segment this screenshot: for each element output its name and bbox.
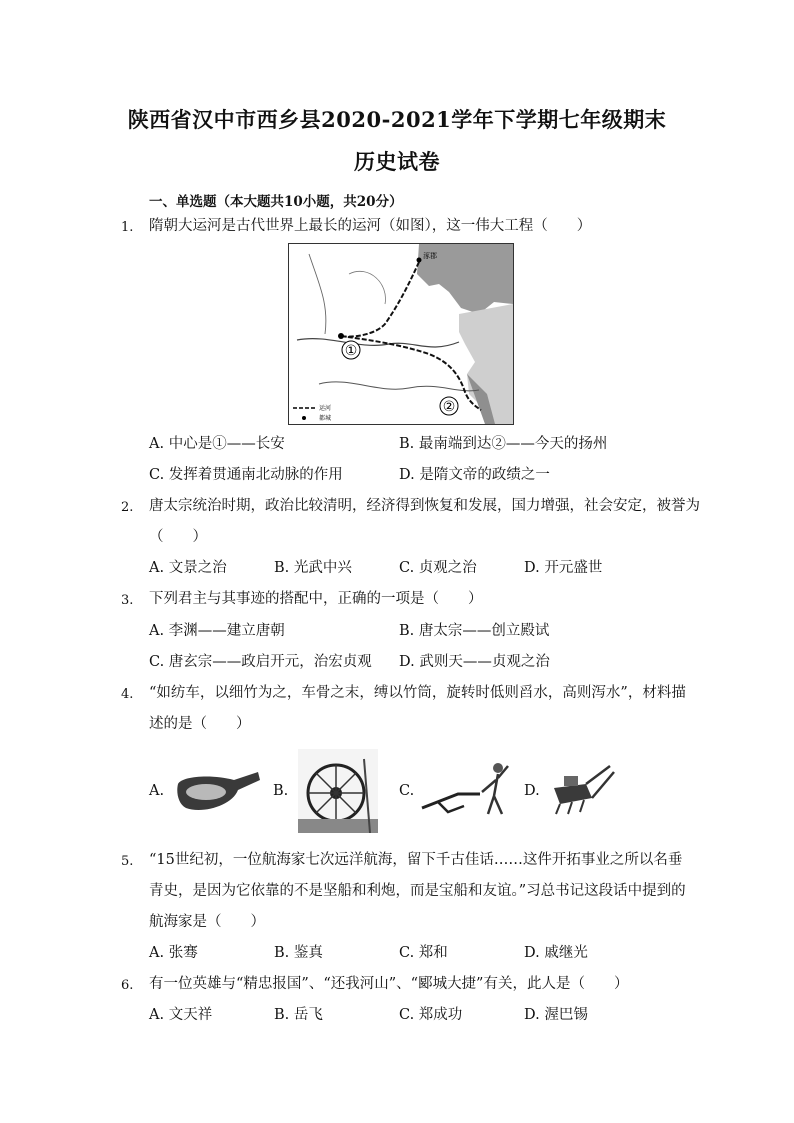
question-6-number: 6. bbox=[121, 978, 134, 993]
grand-canal-map-drawing bbox=[289, 244, 513, 424]
legend-capital-dot bbox=[302, 416, 306, 420]
question-6-text: 有一位英雄与“精忠报国”、“还我河山”、“郾城大捷”有关，此人是（ ） bbox=[149, 976, 629, 992]
question-3-option-d[interactable]: D. 武则天——贞观之治 bbox=[399, 654, 550, 670]
exam-title-line-2: 历史试卷 bbox=[354, 149, 440, 174]
question-2-text-line-2: （ ） bbox=[149, 529, 207, 545]
question-2-option-a[interactable]: A. 文景之治 bbox=[149, 560, 227, 576]
plough-icon bbox=[418, 758, 518, 818]
question-6-option-b[interactable]: B. 岳飞 bbox=[274, 1007, 323, 1023]
question-4-option-d-label[interactable]: D. bbox=[524, 783, 540, 799]
question-3-text: 下列君主与其事迹的搭配中，正确的一项是（ ） bbox=[149, 591, 483, 607]
scoop-image[interactable] bbox=[172, 762, 264, 818]
question-5-option-b[interactable]: B. 鉴真 bbox=[274, 945, 323, 961]
question-5-option-d[interactable]: D. 戚继光 bbox=[524, 945, 588, 961]
question-5-text-line-2: 青史，是因为它依靠的不是坚船和利炮，而是宝船和友谊。”习总书记这段话中提到的 bbox=[149, 883, 686, 899]
place-label-zhuojun: 涿郡 bbox=[423, 252, 437, 260]
question-6-option-c[interactable]: C. 郑成功 bbox=[399, 1007, 463, 1023]
question-3-option-a[interactable]: A. 李渊——建立唐朝 bbox=[149, 623, 285, 639]
question-3-option-c[interactable]: C. 唐玄宗——政启开元，治宏贞观 bbox=[149, 654, 372, 670]
capital-dot-zhuojun bbox=[417, 258, 422, 263]
question-2-option-c[interactable]: C. 贞观之治 bbox=[399, 560, 477, 576]
question-5-option-a[interactable]: A. 张骞 bbox=[149, 945, 198, 961]
question-1-text: 隋朝大运河是古代世界上最长的运河（如图），这一伟大工程（ ） bbox=[149, 218, 592, 234]
legend-capital-label: 都城 bbox=[319, 415, 332, 422]
question-4-text-line-2: 述的是（ ） bbox=[149, 716, 251, 732]
canal-south-section bbox=[341, 336, 481, 410]
question-2-text-line-1: 唐太宗统治时期，政治比较清明，经济得到恢复和发展，国力增强，社会安定，被誉为 bbox=[149, 498, 700, 514]
scoop-icon bbox=[172, 762, 264, 818]
plough-image[interactable] bbox=[418, 758, 518, 818]
marker-2: ② bbox=[442, 399, 456, 415]
question-6-option-a[interactable]: A. 文天祥 bbox=[149, 1007, 213, 1023]
yellow-river bbox=[297, 339, 459, 347]
marker-1: ① bbox=[344, 343, 358, 359]
question-1-option-a[interactable]: A. 中心是①——长安 bbox=[149, 436, 285, 452]
question-5-number: 5. bbox=[121, 854, 134, 869]
question-4-option-c-label[interactable]: C. bbox=[399, 783, 415, 799]
river-north bbox=[349, 271, 386, 304]
question-1-option-b[interactable]: B. 最南端到达②——今天的扬州 bbox=[399, 436, 608, 452]
question-5-text-line-1: “15世纪初，一位航海家七次远洋航海，留下千古佳话……这件开拓事业之所以名垂 bbox=[149, 852, 683, 868]
question-5-option-c[interactable]: C. 郑和 bbox=[399, 945, 448, 961]
yangtze-river bbox=[319, 382, 479, 391]
question-4-option-b-label[interactable]: B. bbox=[273, 783, 289, 799]
question-2-option-b[interactable]: B. 光武中兴 bbox=[274, 560, 352, 576]
question-4-number: 4. bbox=[121, 687, 134, 702]
question-4-option-a-label[interactable]: A. bbox=[149, 783, 165, 799]
question-4-text-line-1: “如纺车，以细竹为之，车骨之末，缚以竹筒，旋转时低则舀水，高则泻水”，材料描 bbox=[149, 685, 686, 701]
river-west bbox=[309, 254, 326, 334]
legend-canal-label: 运河 bbox=[319, 405, 332, 412]
question-1-number: 1. bbox=[121, 220, 134, 235]
question-2-option-d[interactable]: D. 开元盛世 bbox=[524, 560, 603, 576]
seed-drill-icon bbox=[546, 764, 618, 816]
question-2-number: 2. bbox=[121, 500, 134, 515]
seed-drill-image[interactable] bbox=[546, 764, 618, 816]
question-1-option-c[interactable]: C. 发挥着贯通南北动脉的作用 bbox=[149, 467, 343, 483]
question-3-option-b[interactable]: B. 唐太宗——创立殿试 bbox=[399, 623, 550, 639]
question-1-option-d[interactable]: D. 是隋文帝的政绩之一 bbox=[399, 467, 550, 483]
exam-title-line-1: 陕西省汉中市西乡县2020-2021学年下学期七年级期末 bbox=[127, 107, 667, 132]
question-6-option-d[interactable]: D. 渥巴锡 bbox=[524, 1007, 588, 1023]
question-3-number: 3. bbox=[121, 593, 134, 608]
section-heading: 一、单选题（本大题共10小题，共20分） bbox=[149, 194, 403, 210]
waterwheel-image[interactable] bbox=[298, 749, 378, 833]
waterwheel-icon bbox=[298, 749, 378, 833]
capital-dot-luoyang bbox=[338, 333, 344, 339]
canal-north-section bbox=[341, 262, 419, 337]
grand-canal-map bbox=[288, 243, 514, 425]
question-5-text-line-3: 航海家是（ ） bbox=[149, 914, 265, 930]
